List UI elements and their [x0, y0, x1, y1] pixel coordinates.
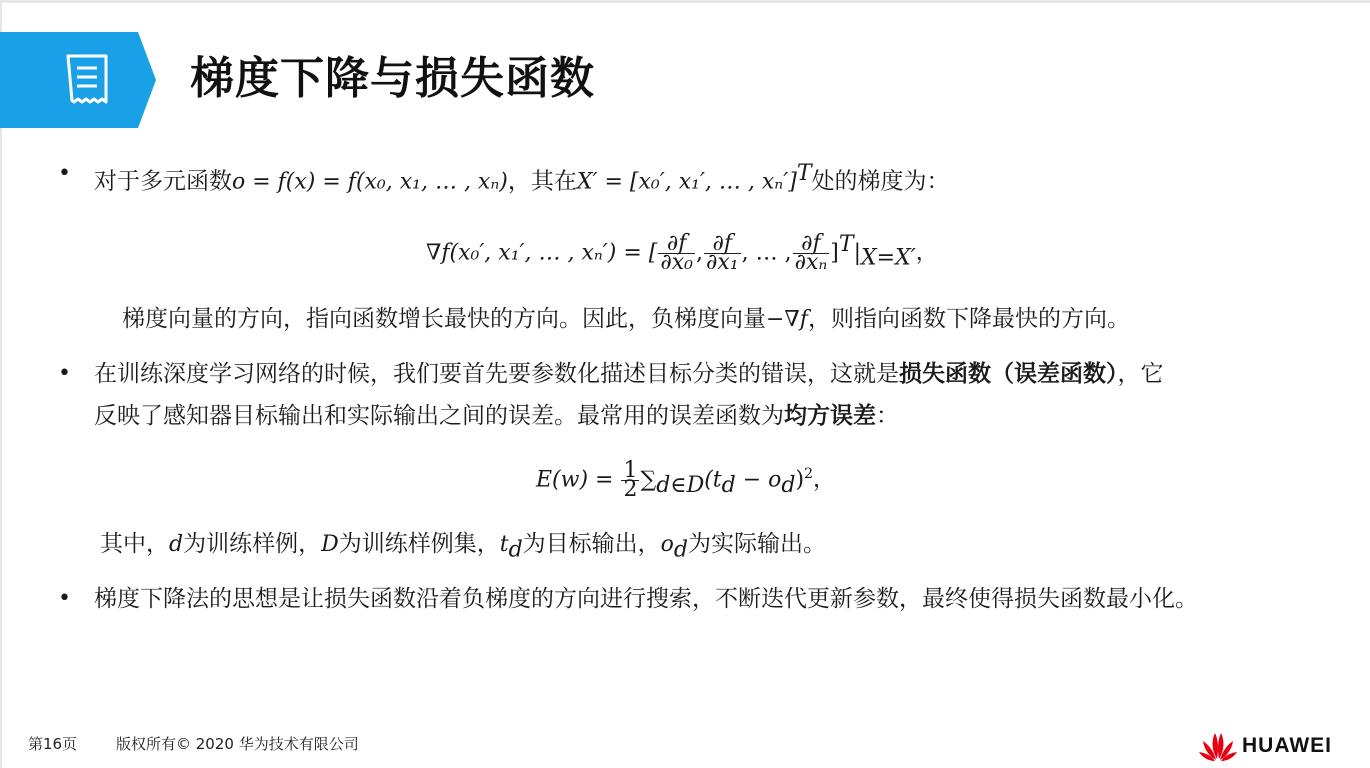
- negative-gradient: −∇f: [766, 307, 808, 332]
- copyright: 版权所有© 2020 华为技术有限公司: [116, 735, 359, 753]
- gradient-comma: ，: [915, 240, 938, 266]
- bullet-1-text-b: ，其在: [507, 168, 577, 195]
- gradient-transpose: T: [838, 232, 854, 257]
- output-term: − o: [735, 467, 782, 493]
- gradient-close-bracket: ]: [830, 240, 839, 266]
- mse-note-d: 为目标输出，: [522, 531, 661, 557]
- half-fraction: [621, 458, 639, 502]
- mse-note: [100, 527, 826, 568]
- mse-close-paren: ): [795, 467, 805, 493]
- sum-index: d∈D: [656, 472, 705, 498]
- var-o: o: [660, 532, 674, 557]
- fraction-3: [793, 230, 830, 275]
- square-exponent: 2: [804, 466, 814, 483]
- mse-note-a: 其中，: [100, 531, 169, 557]
- mse-formula: [536, 458, 836, 502]
- bullet-1-text-a: 对于多元函数: [94, 168, 232, 195]
- mse-note-b: 为训练样例，: [183, 531, 322, 557]
- var-d: d: [169, 532, 184, 557]
- bullet-1-text: [94, 157, 950, 200]
- mse-comma: ，: [813, 467, 836, 493]
- sum-symbol: ∑: [640, 467, 657, 493]
- bullet-2-line-2-a: 反映了感知器目标输出和实际输出之间的误差。最常用的误差函数为: [94, 403, 784, 429]
- var-t-sub: d: [508, 537, 523, 563]
- half-num: 1: [623, 458, 638, 483]
- bullet-dot: •: [58, 361, 71, 386]
- bullet-2-line-1: [94, 357, 1164, 391]
- huawei-petal-logo: [1198, 729, 1238, 763]
- transpose-mark: T: [796, 161, 812, 186]
- huawei-wordmark: HUAWEI: [1242, 734, 1332, 757]
- target-term: (t: [704, 467, 722, 493]
- bullet-1-text-c: 处的梯度为：: [811, 168, 950, 195]
- fraction-1: [658, 230, 695, 275]
- evaluation-point: X=X′: [861, 245, 916, 271]
- gradient-note-a: 梯度向量的方向，指向函数增长最快的方向。因此，负梯度向量: [122, 306, 766, 332]
- bullet-dot: •: [58, 586, 71, 611]
- fraction-2-den: ∂x₁: [706, 249, 739, 275]
- gradient-ellipsis: , … ,: [741, 240, 792, 266]
- fraction-2: [704, 230, 741, 275]
- gradient-lhs: ∇f(x₀′, x₁′, … , xₙ′) = [: [426, 240, 658, 266]
- evaluation-bar: |: [853, 240, 861, 266]
- fraction-3-num: ∂f: [793, 235, 830, 254]
- fraction-1-num: ∂f: [658, 235, 695, 254]
- gradient-formula: ∇f(x₀′, x₁′, … , xₙ′) = [ $\frac{\partial f}{\text{∂x₀}}$ , $\frac{\partial f}{\text{∂x₁}}$ , … , $\frac{\partial f}{\text{∂xₙ}}$ ]$^T|_{X=X'}$，: [426, 230, 938, 275]
- gradient-note-b: ，则指向函数下降最快的方向。: [807, 306, 1130, 332]
- header-banner: [0, 32, 160, 128]
- output-sub: d: [781, 472, 796, 498]
- mse-lhs: E(w) =: [536, 467, 614, 493]
- mse-note-e: 为实际输出。: [688, 531, 827, 557]
- bullet-2-line-2-b: ：: [876, 403, 899, 429]
- bullet-2-line-1-a: 在训练深度学习网络的时候，我们要首先要参数化描述目标分类的错误，这就是: [94, 361, 899, 387]
- huawei-logo: [1198, 728, 1358, 764]
- var-o-sub: d: [673, 537, 689, 563]
- page-number: 第16页: [28, 735, 78, 753]
- mse-term: 均方误差: [784, 403, 876, 429]
- function-expression: o = f(x) = f(x₀, x₁, … , xₙ): [232, 169, 508, 195]
- bullet-3-text: 梯度下降法的思想是让损失函数沿着负梯度的方向进行搜索，不断迭代更新参数，最终使得损失函数最小化。: [94, 586, 1198, 612]
- loss-function-term: 损失函数（误差函数）: [899, 361, 1118, 387]
- gradient-note: [122, 302, 1130, 337]
- var-D: D: [321, 532, 339, 557]
- mse-note-c: 为训练样例集，: [338, 531, 500, 557]
- fraction-2-num: ∂f: [704, 235, 741, 254]
- bullet-2-line-2: [94, 399, 899, 433]
- bullet-dot: •: [58, 161, 71, 186]
- page-title: 梯度下降与损失函数: [190, 53, 595, 104]
- fraction-1-den: ∂x₀: [660, 249, 693, 275]
- top-border: [0, 0, 1370, 3]
- var-t: t: [499, 532, 509, 557]
- half-den: 2: [623, 477, 638, 502]
- target-sub: d: [721, 472, 736, 498]
- fraction-3-den: ∂xₙ: [794, 249, 828, 275]
- bullet-2-line-1-b: ，它: [1117, 361, 1164, 387]
- point-expression: X′ = [x₀′, x₁′, … , xₙ′]: [576, 169, 797, 195]
